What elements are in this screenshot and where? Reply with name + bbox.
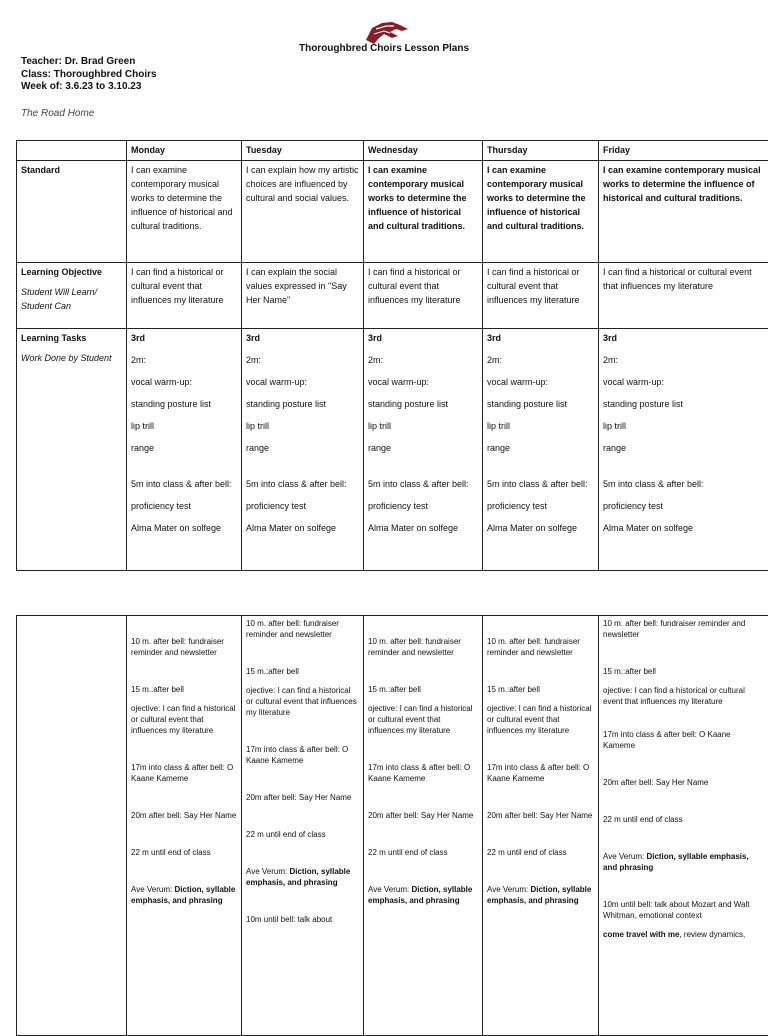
task-period: 3rd — [487, 331, 594, 345]
task-warmup: vocal warm-up: — [368, 375, 478, 389]
task-range: range — [368, 441, 478, 455]
standard-row — [17, 161, 768, 263]
tasks-row — [17, 329, 768, 571]
objective-label-cell — [17, 263, 127, 329]
tasks-note: Work Done by Student — [21, 351, 122, 365]
objective-note: ojective: I can find a historical or cultural event that influences my literature — [603, 685, 764, 707]
task-five-min: 5m into class & after bell: — [246, 477, 359, 491]
ave-verum-note — [368, 884, 478, 906]
class-line: Class: Thoroughbred Choirs — [21, 69, 157, 82]
task-warmup: vocal warm-up: — [246, 375, 359, 389]
seventeen-min-note: 17m into class & after bell: O Kaane Kameme — [368, 762, 478, 784]
corner-cell — [17, 141, 127, 161]
tasks-label-cell — [17, 329, 127, 571]
twenty-min-note: 20m after bell: Say Her Name — [246, 792, 359, 803]
task-lip-trill: lip trill — [368, 419, 478, 433]
ave-verum-prefix: Ave Verum: — [368, 885, 411, 894]
fundraiser-note: 10 m. after bell: fundraiser reminder and newsletter — [368, 636, 478, 658]
task-posture: standing posture list — [246, 397, 359, 411]
task-warmup: vocal warm-up: — [603, 375, 764, 389]
task-period: 3rd — [131, 331, 237, 345]
task-posture: standing posture list — [487, 397, 594, 411]
seventeen-min-note: 17m into class & after bell: O Kaane Kameme — [131, 762, 237, 784]
ave-verum-note — [487, 884, 594, 906]
task-two-min: 2m: — [246, 353, 359, 367]
lesson-plan-continued-table — [16, 615, 768, 1036]
tasks-wednesday — [364, 329, 483, 571]
fifteen-min-note: 15 m.:after bell — [368, 684, 478, 695]
fifteen-min-note: 15 m.:after bell — [603, 666, 764, 677]
task-lip-trill: lip trill — [603, 419, 764, 433]
task-alma-mater: Alma Mater on solfege — [246, 521, 359, 535]
objective-label: Learning Objective — [21, 265, 122, 279]
objective-monday: I can find a historical or cultural event that influences my literature — [127, 263, 242, 329]
twentytwo-min-note: 22 m until end of class — [603, 814, 764, 825]
task-five-min: 5m into class & after bell: — [603, 477, 764, 491]
twentytwo-min-note: 22 m until end of class — [487, 847, 594, 858]
twentytwo-min-note: 22 m until end of class — [131, 847, 237, 858]
task-posture: standing posture list — [603, 397, 764, 411]
task-lip-trill: lip trill — [131, 419, 237, 433]
tasks-thursday — [483, 329, 599, 571]
document-title: Thoroughbred Choirs Lesson Plans — [0, 43, 768, 54]
unit-subtitle: The Road Home — [21, 108, 94, 119]
task-proficiency: proficiency test — [368, 499, 478, 513]
ten-until-bell-note: 10m until bell: talk about Mozart and Walt Whitman, emotional context — [603, 899, 764, 921]
day-header-row — [17, 141, 768, 161]
fundraiser-note: 10 m. after bell: fundraiser reminder and newsletter — [603, 618, 764, 640]
objective-note: ojective: I can find a historical or cultural event that influences my literature — [487, 703, 594, 736]
task-two-min: 2m: — [603, 353, 764, 367]
task-proficiency: proficiency test — [131, 499, 237, 513]
tasks-friday — [599, 329, 768, 571]
fifteen-min-note: 15 m.:after bell — [131, 684, 237, 695]
ave-verum-focus: Diction, syllable emphasis, and phrasing — [368, 885, 472, 905]
teacher-line: Teacher: Dr. Brad Green — [21, 56, 157, 69]
objective-note: Student Will Learn/ Student Can — [21, 285, 122, 313]
day-header-thursday: Thursday — [483, 141, 599, 161]
ave-verum-prefix: Ave Verum: — [131, 885, 174, 894]
ave-verum-prefix: Ave Verum: — [487, 885, 530, 894]
fundraiser-note: 10 m. after bell: fundraiser reminder and newsletter — [487, 636, 594, 658]
standard-friday: I can examine contemporary musical works to determine the influence of historical and cultural traditions. — [599, 161, 768, 263]
seventeen-min-note: 17m into class & after bell: O Kaane Kameme — [246, 744, 359, 766]
task-period: 3rd — [368, 331, 478, 345]
ave-verum-focus: Diction, syllable emphasis, and phrasing — [131, 885, 235, 905]
objective-row — [17, 263, 768, 329]
task-alma-mater: Alma Mater on solfege — [131, 521, 237, 535]
day-header-monday: Monday — [127, 141, 242, 161]
tasks-label: Learning Tasks — [21, 331, 122, 345]
continued-tuesday — [242, 616, 364, 1036]
tasks-tuesday — [242, 329, 364, 571]
task-proficiency: proficiency test — [603, 499, 764, 513]
continued-row — [17, 616, 768, 1036]
header-meta — [21, 56, 157, 94]
task-two-min: 2m: — [487, 353, 594, 367]
standard-tuesday: I can explain how my artistic choices are influenced by cultural and social values. — [242, 161, 364, 263]
ten-until-bell-note: 10m until bell: talk about — [246, 914, 359, 925]
standard-label: Standard — [17, 161, 127, 263]
lesson-plan-table — [16, 140, 768, 571]
objective-tuesday: I can explain the social values expressed in "Say Her Name" — [242, 263, 364, 329]
come-travel-rest: , review dynamics, — [679, 930, 745, 939]
come-travel-title: come travel with me — [603, 930, 679, 939]
objective-friday: I can find a historical or cultural event that influences my literature — [599, 263, 768, 329]
fifteen-min-note: 15 m.:after bell — [246, 666, 359, 677]
task-two-min: 2m: — [131, 353, 237, 367]
task-alma-mater: Alma Mater on solfege — [487, 521, 594, 535]
twentytwo-min-note: 22 m until end of class — [246, 829, 359, 840]
task-warmup: vocal warm-up: — [487, 375, 594, 389]
task-five-min: 5m into class & after bell: — [131, 477, 237, 491]
day-header-tuesday: Tuesday — [242, 141, 364, 161]
task-proficiency: proficiency test — [487, 499, 594, 513]
continued-wednesday — [364, 616, 483, 1036]
twenty-min-note: 20m after bell: Say Her Name — [487, 810, 594, 821]
task-range: range — [131, 441, 237, 455]
twenty-min-note: 20m after bell: Say Her Name — [131, 810, 237, 821]
task-lip-trill: lip trill — [487, 419, 594, 433]
fundraiser-note: 10 m. after bell: fundraiser reminder and newsletter — [246, 618, 359, 640]
task-alma-mater: Alma Mater on solfege — [603, 521, 764, 535]
objective-wednesday: I can find a historical or cultural event that influences my literature — [364, 263, 483, 329]
task-proficiency: proficiency test — [246, 499, 359, 513]
standard-wednesday: I can examine contemporary musical works to determine the influence of historical and cultural traditions. — [364, 161, 483, 263]
ave-verum-note — [603, 851, 764, 873]
objective-note: ojective: I can find a historical or cultural event that influences my literature — [368, 703, 478, 736]
continued-friday — [599, 616, 768, 1036]
week-line: Week of: 3.6.23 to 3.10.23 — [21, 81, 157, 94]
ave-verum-prefix: Ave Verum: — [603, 852, 646, 861]
task-posture: standing posture list — [368, 397, 478, 411]
standard-thursday: I can examine contemporary musical works to determine the influence of historical and cultural traditions. — [483, 161, 599, 263]
task-range: range — [603, 441, 764, 455]
continued-monday — [127, 616, 242, 1036]
task-period: 3rd — [603, 331, 764, 345]
come-travel-note — [603, 929, 764, 940]
day-header-friday: Friday — [599, 141, 768, 161]
standard-monday: I can examine contemporary musical works to determine the influence of historical and cultural traditions. — [127, 161, 242, 263]
ave-verum-note — [131, 884, 237, 906]
ave-verum-focus: Diction, syllable emphasis, and phrasing — [603, 852, 749, 872]
task-posture: standing posture list — [131, 397, 237, 411]
ave-verum-focus: Diction, syllable emphasis, and phrasing — [487, 885, 591, 905]
task-range: range — [246, 441, 359, 455]
task-five-min: 5m into class & after bell: — [487, 477, 594, 491]
objective-note: ojective: I can find a historical or cultural event that influences my literature — [246, 685, 359, 718]
ave-verum-prefix: Ave Verum: — [246, 867, 289, 876]
task-range: range — [487, 441, 594, 455]
task-alma-mater: Alma Mater on solfege — [368, 521, 478, 535]
objective-note: ojective: I can find a historical or cultural event that influences my literature — [131, 703, 237, 736]
twenty-min-note: 20m after bell: Say Her Name — [603, 777, 764, 788]
task-lip-trill: lip trill — [246, 419, 359, 433]
task-warmup: vocal warm-up: — [131, 375, 237, 389]
task-two-min: 2m: — [368, 353, 478, 367]
objective-thursday: I can find a historical or cultural event that influences my literature — [483, 263, 599, 329]
ave-verum-focus: Diction, syllable emphasis, and phrasing — [246, 867, 350, 887]
tasks-monday — [127, 329, 242, 571]
twenty-min-note: 20m after bell: Say Her Name — [368, 810, 478, 821]
fifteen-min-note: 15 m.:after bell — [487, 684, 594, 695]
continued-thursday — [483, 616, 599, 1036]
seventeen-min-note: 17m into class & after bell: O Kaane Kameme — [603, 729, 764, 751]
ave-verum-note — [246, 866, 359, 888]
task-period: 3rd — [246, 331, 359, 345]
task-five-min: 5m into class & after bell: — [368, 477, 478, 491]
fundraiser-note: 10 m. after bell: fundraiser reminder and newsletter — [131, 636, 237, 658]
day-header-wednesday: Wednesday — [364, 141, 483, 161]
twentytwo-min-note: 22 m until end of class — [368, 847, 478, 858]
seventeen-min-note: 17m into class & after bell: O Kaane Kameme — [487, 762, 594, 784]
continued-label-cell — [17, 616, 127, 1036]
